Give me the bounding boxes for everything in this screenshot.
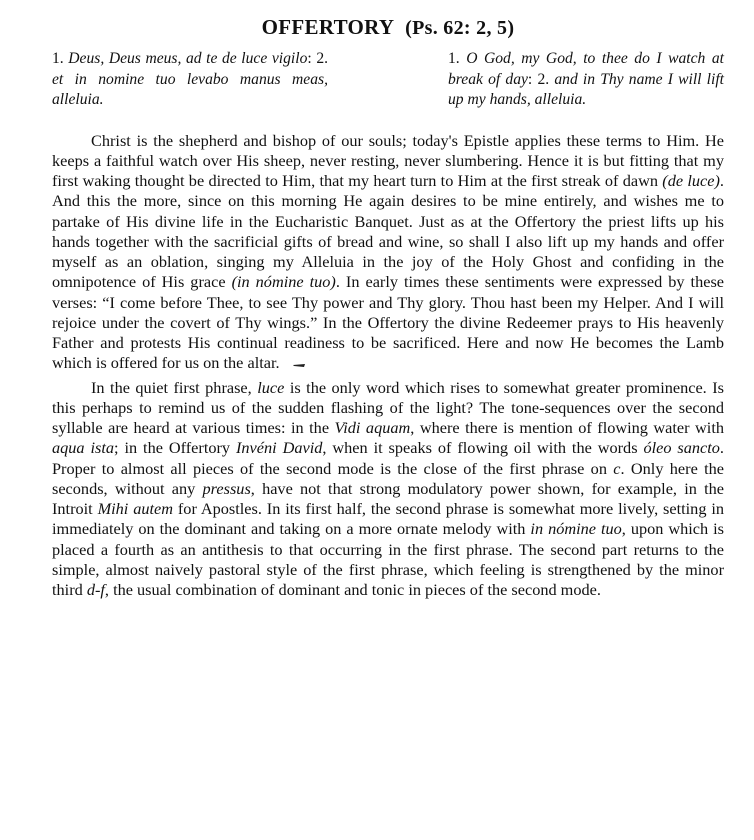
ink-smudge-mark [292,362,306,368]
english-text [448,49,724,111]
p2-italic-8: Mihi autem [97,499,173,518]
p2-text-1: In the quiet first phrase, [91,377,258,397]
english-separator: : [527,70,533,88]
p2-text-3: , where there is mention of flowing water with [410,418,724,437]
english-verse-2: and in Thy name I will lift up my hands, alleluia. [448,70,725,108]
p2-text-11: , the usual combination of dominant and tonic in pieces of the second mode. [104,580,601,599]
p2-italic-3: aqua ista [52,438,115,458]
p2-text-5: , when it speaks of flowing oil with the words [322,438,644,458]
p1-italic-2: (in nómine tuo) [231,272,336,292]
p2-text-10: , upon which is placed a fourth as an antithesis to that occurring in the first phrase. The second part returns to the simple, almost naively pastoral style of the first phrase, which feeling is strengthened by the minor third [52,519,724,599]
p2-italic-2: Vidi aquam [334,418,411,437]
p1-text-1: Christ is the shepherd and bishop of our souls; today's Epistle applies these terms to Him. He keeps a faithful watch over His sheep, never resting, never slumbering. Hence it is but fitting that my first waking thought be directed to Him, that my heart turn to Him at the first streak of dawn [52,130,724,190]
p2-italic-10: d-f [86,580,105,599]
p2-text-7: . Only here the seconds, without any [52,458,724,498]
p2-text-6: . Proper to almost all pieces of the second mode is the close of the first phrase on [52,438,724,478]
p2-italic-9: in nómine tuo [530,519,622,539]
offertory-heading [52,14,724,41]
latin-verse-2: et in nomine tuo levabo manus meas, alleluia. [52,70,328,108]
p2-text-4: ; in the Offertory [114,438,236,458]
p2-text-2: is the only word which rises to somewhat greater prominence. Is this perhaps to remind us of the sudden flashing of the light? The tone-sequences over the second syllable are heard at various times: in the [52,377,724,437]
latin-text [52,49,328,111]
latin-verse-1: Deus, Deus meus, ad te de luce vigilo [68,50,308,67]
latin-verse-1-number: 1. [52,50,64,67]
commentary-paragraph-2 [52,378,724,601]
english-verse-2-number: 2. [537,70,550,88]
verse-columns [52,49,724,111]
p2-italic-6: c [613,458,621,478]
p2-text-9: for Apostles. In its first half, the second phrase is somewhat more lively, setting in immediately on the dominant and taking on a more ornate melody with [52,499,724,539]
commentary-paragraph-1 [52,131,724,374]
p2-italic-1: luce [257,377,285,397]
p1-italic-1: (de luce) [662,171,720,190]
latin-separator: : [307,50,312,67]
english-verse-1: O God, my God, to thee do I watch at break of day [448,50,724,88]
p2-text-8: , have not that strong modulatory power shown, for example, in the Introit [52,478,724,518]
latin-verse-2-number: 2. [316,50,329,67]
p2-italic-5: óleo sancto [643,438,720,458]
p2-italic-4: Invéni David [235,438,323,458]
english-verse-1-number: 1. [448,50,460,67]
p2-italic-7: pressus [202,478,251,498]
p1-text-2: . And this the more, since on this morning He again desires to be mine entirely, and wishes me to partake of His divine life in the Eucharistic Banquet. Just as at the Offertory the priest lifts up his hands together with the sacrificial gifts of bread and wine, so shall I also lift up my hands and offer myself as an oblation, singing my Alleluia in the joy of the Holy Ghost and confiding in the omnipotence of His grace [52,171,724,292]
heading-reference: (Ps. 62: 2, 5) [405,17,515,39]
p1-text-3: . In early times these sentiments were expressed by these verses: “I come before Thee, to see Thy power and Thy glory. Thou hast been my Helper. And I will rejoice under the covert of Thy wings.” In the Offertory the divine Redeemer prays to His heavenly Father and protests His continual readiness to be sacrificed. Here and now He becomes the Lamb which is offered for us on the altar. [52,272,725,373]
heading-title: OFFERTORY [261,15,394,39]
